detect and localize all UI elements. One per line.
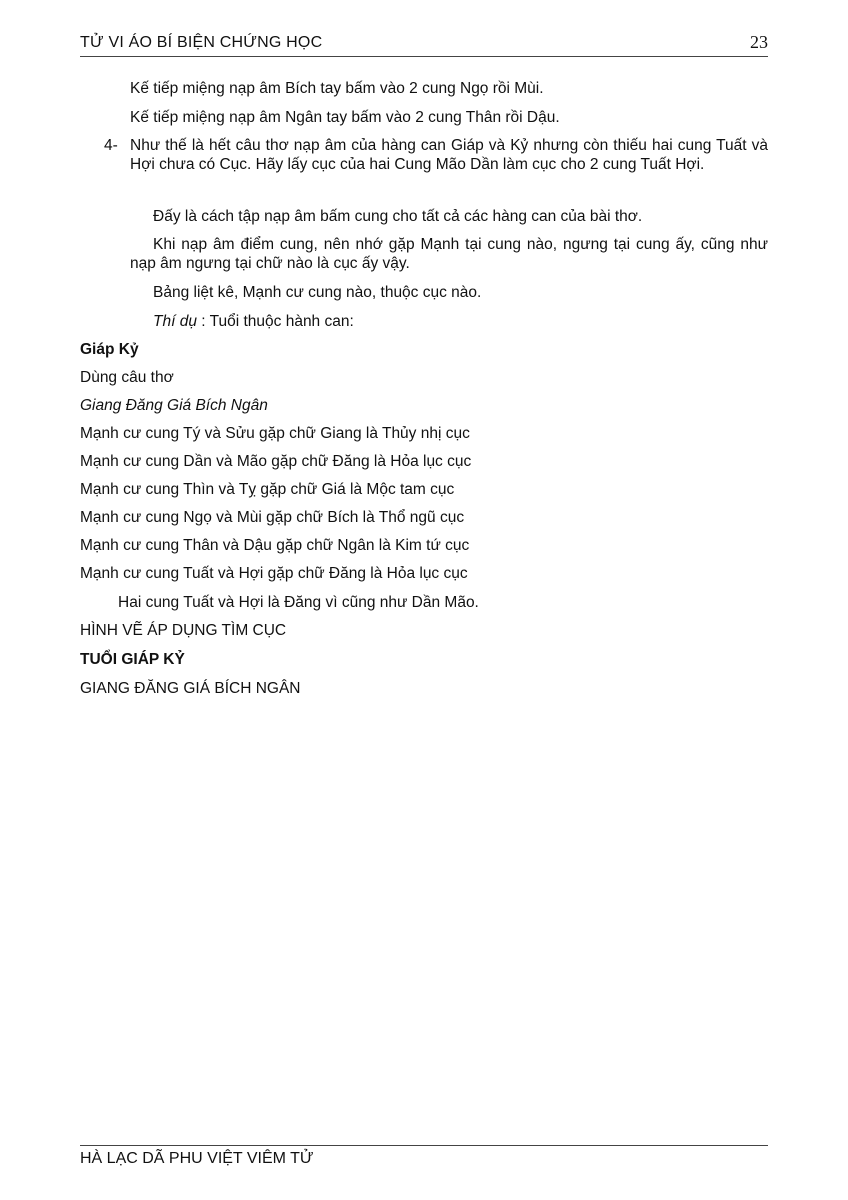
page-header (80, 30, 768, 57)
example-label: Thí dụ (153, 313, 197, 330)
poem-line: Giang Đăng Giá Bích Ngân (80, 397, 268, 414)
manh-line: Mạnh cư cung Tuất và Hợi gặp chữ Đăng là Hỏa lục cục (80, 565, 468, 582)
item-4-text: Như thế là hết câu thơ nạp âm của hàng can Giáp và Kỷ nhưng còn thiếu hai cung Tuất và Hợi chưa có Cục. Hãy lấy cục của hai Cung Mão Dần làm cục cho 2 cung Tuất Hợi. (130, 137, 768, 173)
heading-giap-ky: Giáp Kỷ (80, 341, 139, 358)
tuat-hoi-note: Hai cung Tuất và Hợi là Đăng vì cũng như Dần Mão. (118, 594, 479, 611)
page-footer (80, 1145, 768, 1167)
use-poem: Dùng câu thơ (80, 369, 174, 386)
para-table: Bảng liệt kê, Mạnh cư cung nào, thuộc cục nào. (153, 284, 482, 301)
para-note: Khi nạp âm điểm cung, nên nhớ gặp Mạnh tại cung nào, ngưng tại cung ấy, cũng như nạp âm ngưng tại chữ nào là cục ấy vậy. (130, 236, 768, 272)
example-line (153, 312, 354, 331)
footer-text: HÀ LẠC DÃ PHU VIỆT VIÊM TỬ (80, 1150, 314, 1167)
manh-line: Mạnh cư cung Ngọ và Mùi gặp chữ Bích là Thổ ngũ cục (80, 509, 465, 526)
para-method: Đấy là cách tập nạp âm bấm cung cho tất cả các hàng can của bài thơ. (153, 208, 643, 225)
figure-title: HÌNH VẼ ÁP DỤNG TÌM CỤC (80, 622, 287, 639)
line-ngan: Kế tiếp miệng nạp âm Ngân tay bấm vào 2 cung Thân rồi Dậu. (130, 109, 560, 126)
page-number: 23 (750, 32, 768, 52)
header-title: TỬ VI ÁO BÍ BIỆN CHỨNG HỌC (80, 34, 323, 51)
age-heading: TUỔI GIÁP KỶ (80, 651, 185, 668)
item-4-number: 4- (104, 137, 118, 154)
manh-line: Mạnh cư cung Dần và Mão gặp chữ Đăng là Hỏa lục cục (80, 453, 472, 470)
manh-line: Mạnh cư cung Thìn và Tỵ gặp chữ Giá là Mộc tam cục (80, 481, 455, 498)
example-text: : Tuổi thuộc hành can: (196, 313, 354, 330)
manh-line: Mạnh cư cung Tý và Sửu gặp chữ Giang là Thủy nhị cục (80, 425, 470, 442)
line-bich: Kế tiếp miệng nạp âm Bích tay bấm vào 2 cung Ngọ rồi Mùi. (130, 80, 544, 97)
poem-caps: GIANG ĐĂNG GIÁ BÍCH NGÂN (80, 680, 301, 697)
manh-line: Mạnh cư cung Thân và Dậu gặp chữ Ngân là Kim tứ cục (80, 537, 470, 554)
